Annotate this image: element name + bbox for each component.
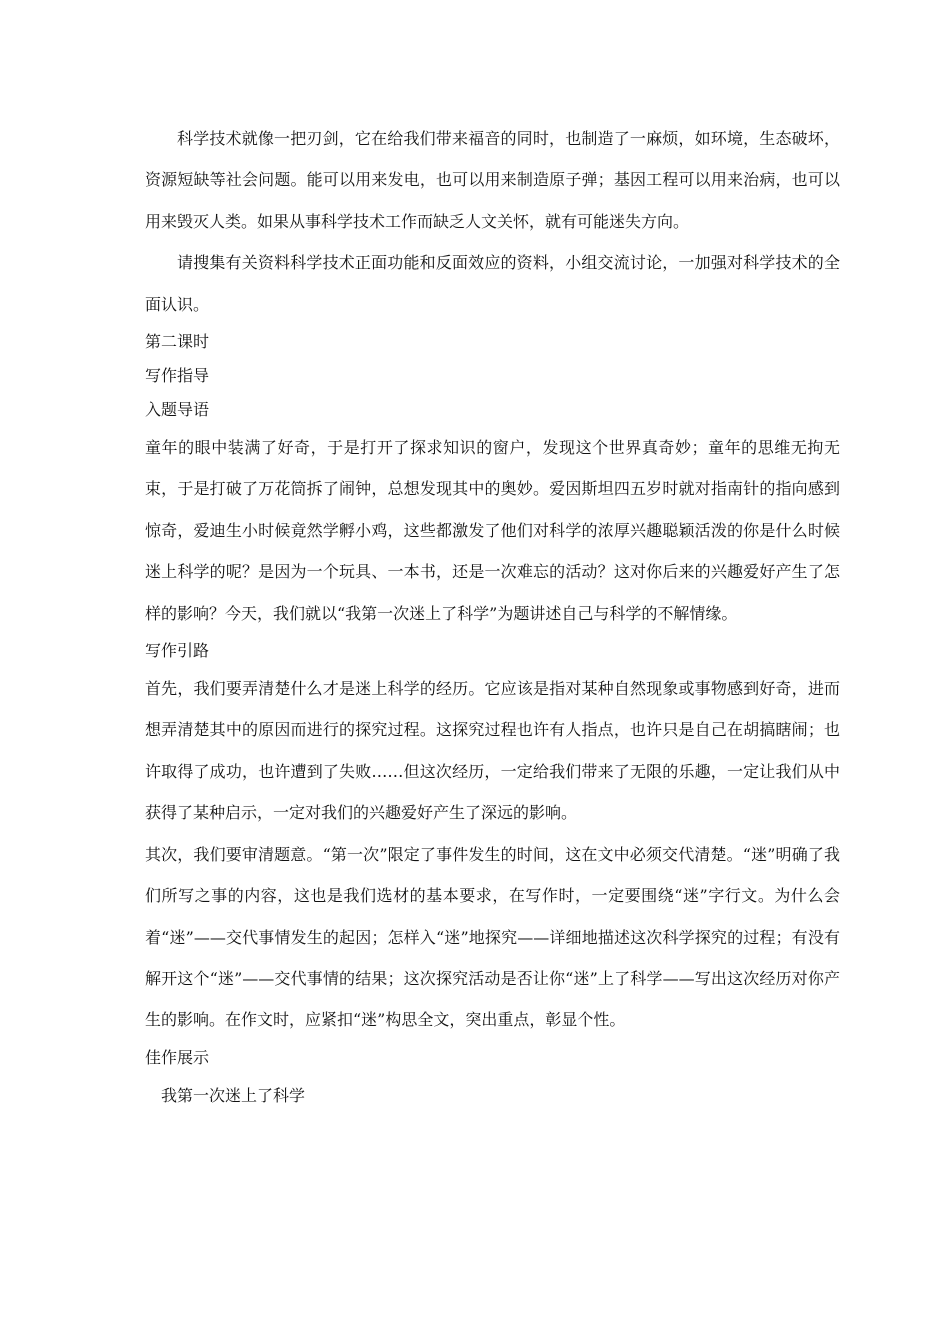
paragraph-childhood-curiosity: 童年的眼中装满了好奇，于是打开了探求知识的窗户，发现这个世界真奇妙；童年的思维无拘无束，于是打破了万花筒拆了闹钟，总想发现其中的奥妙。爱因斯坦四五岁时就对指南针的指向感到惊奇，爱迪生小时候竟然学孵小鸡，这些都激发了他们对科学的浓厚兴趣聪颖活泼的你是什么时候迷上科学的呢？是因为一个玩具、一本书，还是一次难忘的活动？这对你后来的兴趣爱好产生了怎样的影响？今天，我们就以“我第一次迷上了科学”为题讲述自己与科学的不解情缘。: [145, 438, 840, 623]
heading-writing-guidance: 写作指导: [145, 366, 210, 386]
essay-title: 我第一次迷上了科学: [161, 1085, 306, 1105]
heading-sample-essay: 佳作展示: [145, 1047, 210, 1067]
heading-second-lesson: 第二课时: [145, 332, 210, 352]
heading-writing-path: 写作引路: [145, 641, 210, 661]
document-body: [145, 118, 840, 1116]
heading-introduction: 入题导语: [145, 400, 210, 420]
paragraph-first-step: 首先，我们要弄清楚什么才是迷上科学的经历。它应该是指对某种自然现象或事物感到好奇，进而想弄清楚其中的原因而进行的探究过程。这探究过程也许有人指点，也许只是自己在胡搞瞎闹；也许取得了成功，也许遭到了失败……但这次经历，一定给我们带来了无限的乐趣，一定让我们从中获得了某种启示，一定对我们的兴趣爱好产生了深远的影响。: [145, 679, 840, 823]
paragraph-research-task: 请搜集有关资料科学技术正面功能和反面效应的资料，小组交流讨论，一加强对科学技术的全面认识。: [145, 253, 840, 314]
paragraph-second-step: 其次，我们要审清题意。“第一次”限定了事件发生的时间，这在文中必须交代清楚。“迷”明确了我们所写之事的内容，这也是我们选材的基本要求，在写作时，一定要围绕“迷”字行文。为什么会着“迷”——交代事情发生的起因；怎样入“迷”地探究——详细地描述这次科学探究的过程；有没有解开这个“迷”——交代事情的结果；这次探究活动是否让你“迷”上了科学——写出这次经历对你产生的影响。在作文时，应紧扣“迷”构思全文，突出重点，彰显个性。: [145, 844, 840, 1030]
paragraph-science-double-edged: 科学技术就像一把刃剑，它在给我们带来福音的同时，也制造了一麻烦，如环境，生态破坏，资源短缺等社会问题。能可以用来发电，也可以用来制造原子弹；基因工程可以用来治病，也可以用来毁灭人类。如果从事科学技术工作而缺乏人文关怀，就有可能迷失方向。: [145, 129, 840, 231]
